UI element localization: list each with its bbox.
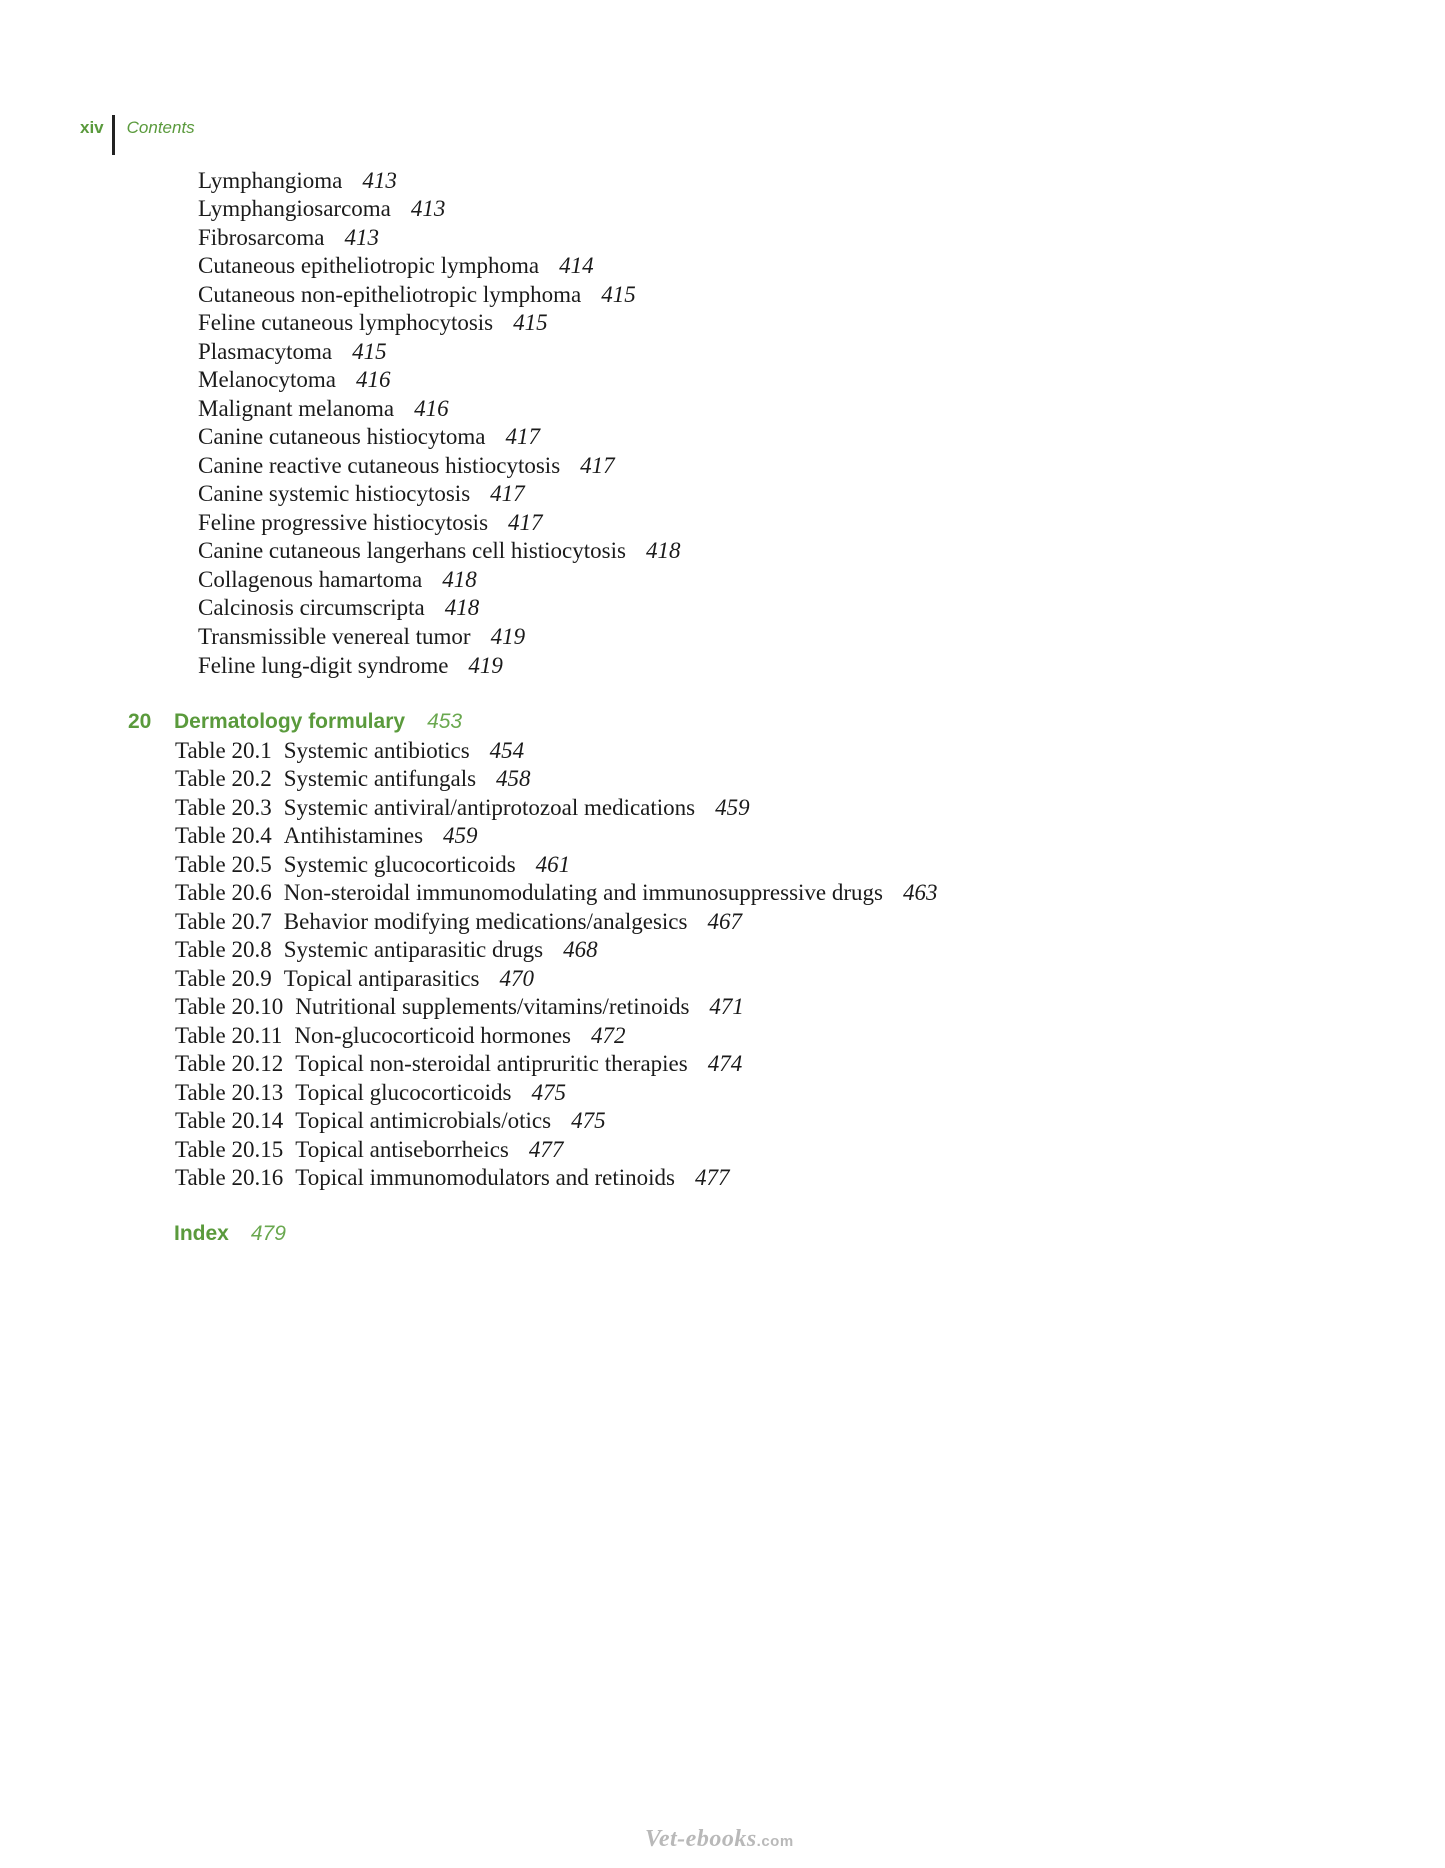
- table-page: 459: [443, 823, 478, 848]
- chapter-number: 20: [128, 710, 152, 733]
- toc-entry-title: Malignant melanoma: [198, 396, 395, 421]
- toc-entry-page: 418: [444, 595, 480, 620]
- table-title: Nutritional supplements/vitamins/retinoids: [295, 994, 690, 1019]
- toc-entry-title: Cutaneous epitheliotropic lymphoma: [198, 253, 540, 278]
- table-label: Table 20.10: [175, 994, 284, 1019]
- toc-entry-title: Transmissible venereal tumor: [198, 624, 471, 649]
- toc-entry-title: Canine reactive cutaneous histiocytosis: [198, 453, 561, 478]
- toc-entry-page: 417: [508, 510, 543, 535]
- toc-entry-page: 416: [414, 396, 449, 421]
- table-entry[interactable]: [175, 765, 531, 793]
- toc-entry-page: 417: [490, 481, 525, 506]
- toc-entry-page: 413: [410, 196, 446, 221]
- table-page: 477: [528, 1137, 564, 1162]
- table-page: 471: [709, 994, 744, 1019]
- toc-entry-title: Lymphangiosarcoma: [198, 196, 391, 221]
- toc-entry[interactable]: [198, 537, 680, 565]
- toc-entry[interactable]: [198, 195, 445, 223]
- toc-entry-page: 415: [513, 310, 548, 335]
- table-page: 468: [563, 937, 598, 962]
- watermark-logo: [645, 1826, 794, 1853]
- toc-entry-title: Plasmacytoma: [198, 339, 333, 364]
- table-page: 467: [707, 909, 742, 934]
- toc-entry[interactable]: [198, 167, 397, 195]
- index-title: Index: [174, 1222, 229, 1245]
- toc-entry[interactable]: [198, 480, 525, 508]
- watermark-text: Vet-ebooks: [645, 1826, 757, 1852]
- table-entry[interactable]: [175, 822, 478, 850]
- table-label: Table 20.9: [175, 966, 272, 991]
- table-entry[interactable]: [175, 851, 570, 879]
- page-number: xiv: [80, 118, 104, 137]
- table-entry[interactable]: [175, 737, 524, 765]
- toc-entry-page: 416: [355, 367, 391, 392]
- table-label: Table 20.12: [175, 1051, 284, 1076]
- chapter-heading[interactable]: [128, 708, 462, 736]
- table-label: Table 20.16: [175, 1165, 284, 1190]
- table-page: 454: [489, 738, 525, 763]
- header-divider: [112, 115, 115, 155]
- table-page: 463: [902, 880, 938, 905]
- table-title: Non-steroidal immunomodulating and immunosuppressive drugs: [283, 880, 883, 905]
- toc-entry-title: Feline lung-digit syndrome: [198, 653, 449, 678]
- toc-entry-page: 413: [362, 168, 397, 193]
- table-title: Topical glucocorticoids: [295, 1080, 512, 1105]
- toc-entry[interactable]: [198, 652, 503, 680]
- chapter-page: 453: [427, 710, 463, 733]
- toc-entry[interactable]: [198, 366, 390, 394]
- table-title: Systemic antibiotics: [283, 738, 470, 763]
- toc-entry-page: 418: [442, 567, 477, 592]
- toc-entry[interactable]: [198, 452, 615, 480]
- table-entry[interactable]: [175, 965, 534, 993]
- toc-entry[interactable]: [198, 509, 543, 537]
- table-page: 470: [499, 966, 535, 991]
- table-title: Topical immunomodulators and retinoids: [295, 1165, 676, 1190]
- index-heading[interactable]: [174, 1220, 286, 1248]
- toc-entry[interactable]: [198, 623, 525, 651]
- toc-entry[interactable]: [198, 309, 548, 337]
- table-title: Topical non-steroidal antipruritic therapies: [295, 1051, 688, 1076]
- table-entry[interactable]: [175, 1107, 606, 1135]
- table-entry[interactable]: [175, 936, 598, 964]
- watermark-domain: .com: [756, 1833, 794, 1850]
- toc-entry-title: Calcinosis circumscripta: [198, 595, 425, 620]
- table-page: 472: [590, 1023, 626, 1048]
- index-page: 479: [250, 1222, 286, 1245]
- header-section-title: Contents: [126, 118, 195, 137]
- toc-entry-page: 415: [601, 282, 636, 307]
- table-label: Table 20.2: [175, 766, 272, 791]
- toc-entry[interactable]: [198, 281, 636, 309]
- table-entry[interactable]: [175, 794, 750, 822]
- table-page: 475: [571, 1108, 606, 1133]
- table-title: Systemic antiparasitic drugs: [283, 937, 544, 962]
- table-entry[interactable]: [175, 1079, 566, 1107]
- table-page: 461: [535, 852, 571, 877]
- table-label: Table 20.1: [175, 738, 272, 763]
- table-entry[interactable]: [175, 908, 742, 936]
- table-entry[interactable]: [175, 1136, 563, 1164]
- table-label: Table 20.14: [175, 1108, 284, 1133]
- table-page: 477: [695, 1165, 730, 1190]
- running-header: [80, 115, 195, 155]
- toc-entry-page: 415: [352, 339, 387, 364]
- table-entry[interactable]: [175, 879, 937, 907]
- table-title: Behavior modifying medications/analgesics: [283, 909, 688, 934]
- table-page: 475: [531, 1080, 566, 1105]
- table-label: Table 20.6: [175, 880, 272, 905]
- toc-entry[interactable]: [198, 566, 477, 594]
- toc-entry-page: 419: [468, 653, 503, 678]
- toc-entry[interactable]: [198, 423, 540, 451]
- table-label: Table 20.13: [175, 1080, 284, 1105]
- toc-entry-page: 413: [344, 225, 379, 250]
- table-page: 458: [496, 766, 531, 791]
- toc-entry-page: 418: [645, 538, 681, 563]
- toc-entry[interactable]: [198, 338, 387, 366]
- toc-entry-page: 414: [559, 253, 594, 278]
- table-label: Table 20.15: [175, 1137, 284, 1162]
- toc-entry-title: Fibrosarcoma: [198, 225, 325, 250]
- toc-entry-title: Melanocytoma: [198, 367, 336, 392]
- toc-entry-page: 417: [505, 424, 540, 449]
- table-title: Systemic glucocorticoids: [283, 852, 516, 877]
- toc-entry[interactable]: [198, 224, 379, 252]
- table-label: Table 20.11: [175, 1023, 283, 1048]
- toc-entry-title: Lymphangioma: [198, 168, 343, 193]
- table-entry[interactable]: [175, 993, 744, 1021]
- table-label: Table 20.8: [175, 937, 272, 962]
- toc-entry-title: Cutaneous non-epitheliotropic lymphoma: [198, 282, 582, 307]
- table-page: 474: [707, 1051, 743, 1076]
- table-label: Table 20.5: [175, 852, 272, 877]
- table-page: 459: [715, 795, 750, 820]
- table-title: Antihistamines: [283, 823, 424, 848]
- table-title: Systemic antiviral/antiprotozoal medications: [283, 795, 696, 820]
- toc-entry-title: Canine cutaneous langerhans cell histiocytosis: [198, 538, 626, 563]
- toc-entry-page: 419: [490, 624, 526, 649]
- toc-entry-title: Canine cutaneous histiocytoma: [198, 424, 486, 449]
- toc-entry[interactable]: [198, 395, 449, 423]
- table-label: Table 20.4: [175, 823, 272, 848]
- table-entry[interactable]: [175, 1050, 742, 1078]
- table-entry[interactable]: [175, 1164, 730, 1192]
- toc-entry-page: 417: [580, 453, 615, 478]
- table-title: Topical antimicrobials/otics: [295, 1108, 552, 1133]
- chapter-title: Dermatology formulary: [174, 710, 406, 733]
- table-label: Table 20.7: [175, 909, 272, 934]
- table-label: Table 20.3: [175, 795, 272, 820]
- table-entry[interactable]: [175, 1022, 625, 1050]
- table-title: Topical antiseborrheics: [295, 1137, 509, 1162]
- toc-entry-title: Collagenous hamartoma: [198, 567, 423, 592]
- toc-entry-title: Feline cutaneous lymphocytosis: [198, 310, 494, 335]
- toc-entry[interactable]: [198, 594, 479, 622]
- table-title: Non-glucocorticoid hormones: [294, 1023, 571, 1048]
- table-title: Topical antiparasitics: [283, 966, 480, 991]
- toc-entry-title: Feline progressive histiocytosis: [198, 510, 489, 535]
- toc-entry-title: Canine systemic histiocytosis: [198, 481, 471, 506]
- toc-entry[interactable]: [198, 252, 594, 280]
- table-title: Systemic antifungals: [283, 766, 477, 791]
